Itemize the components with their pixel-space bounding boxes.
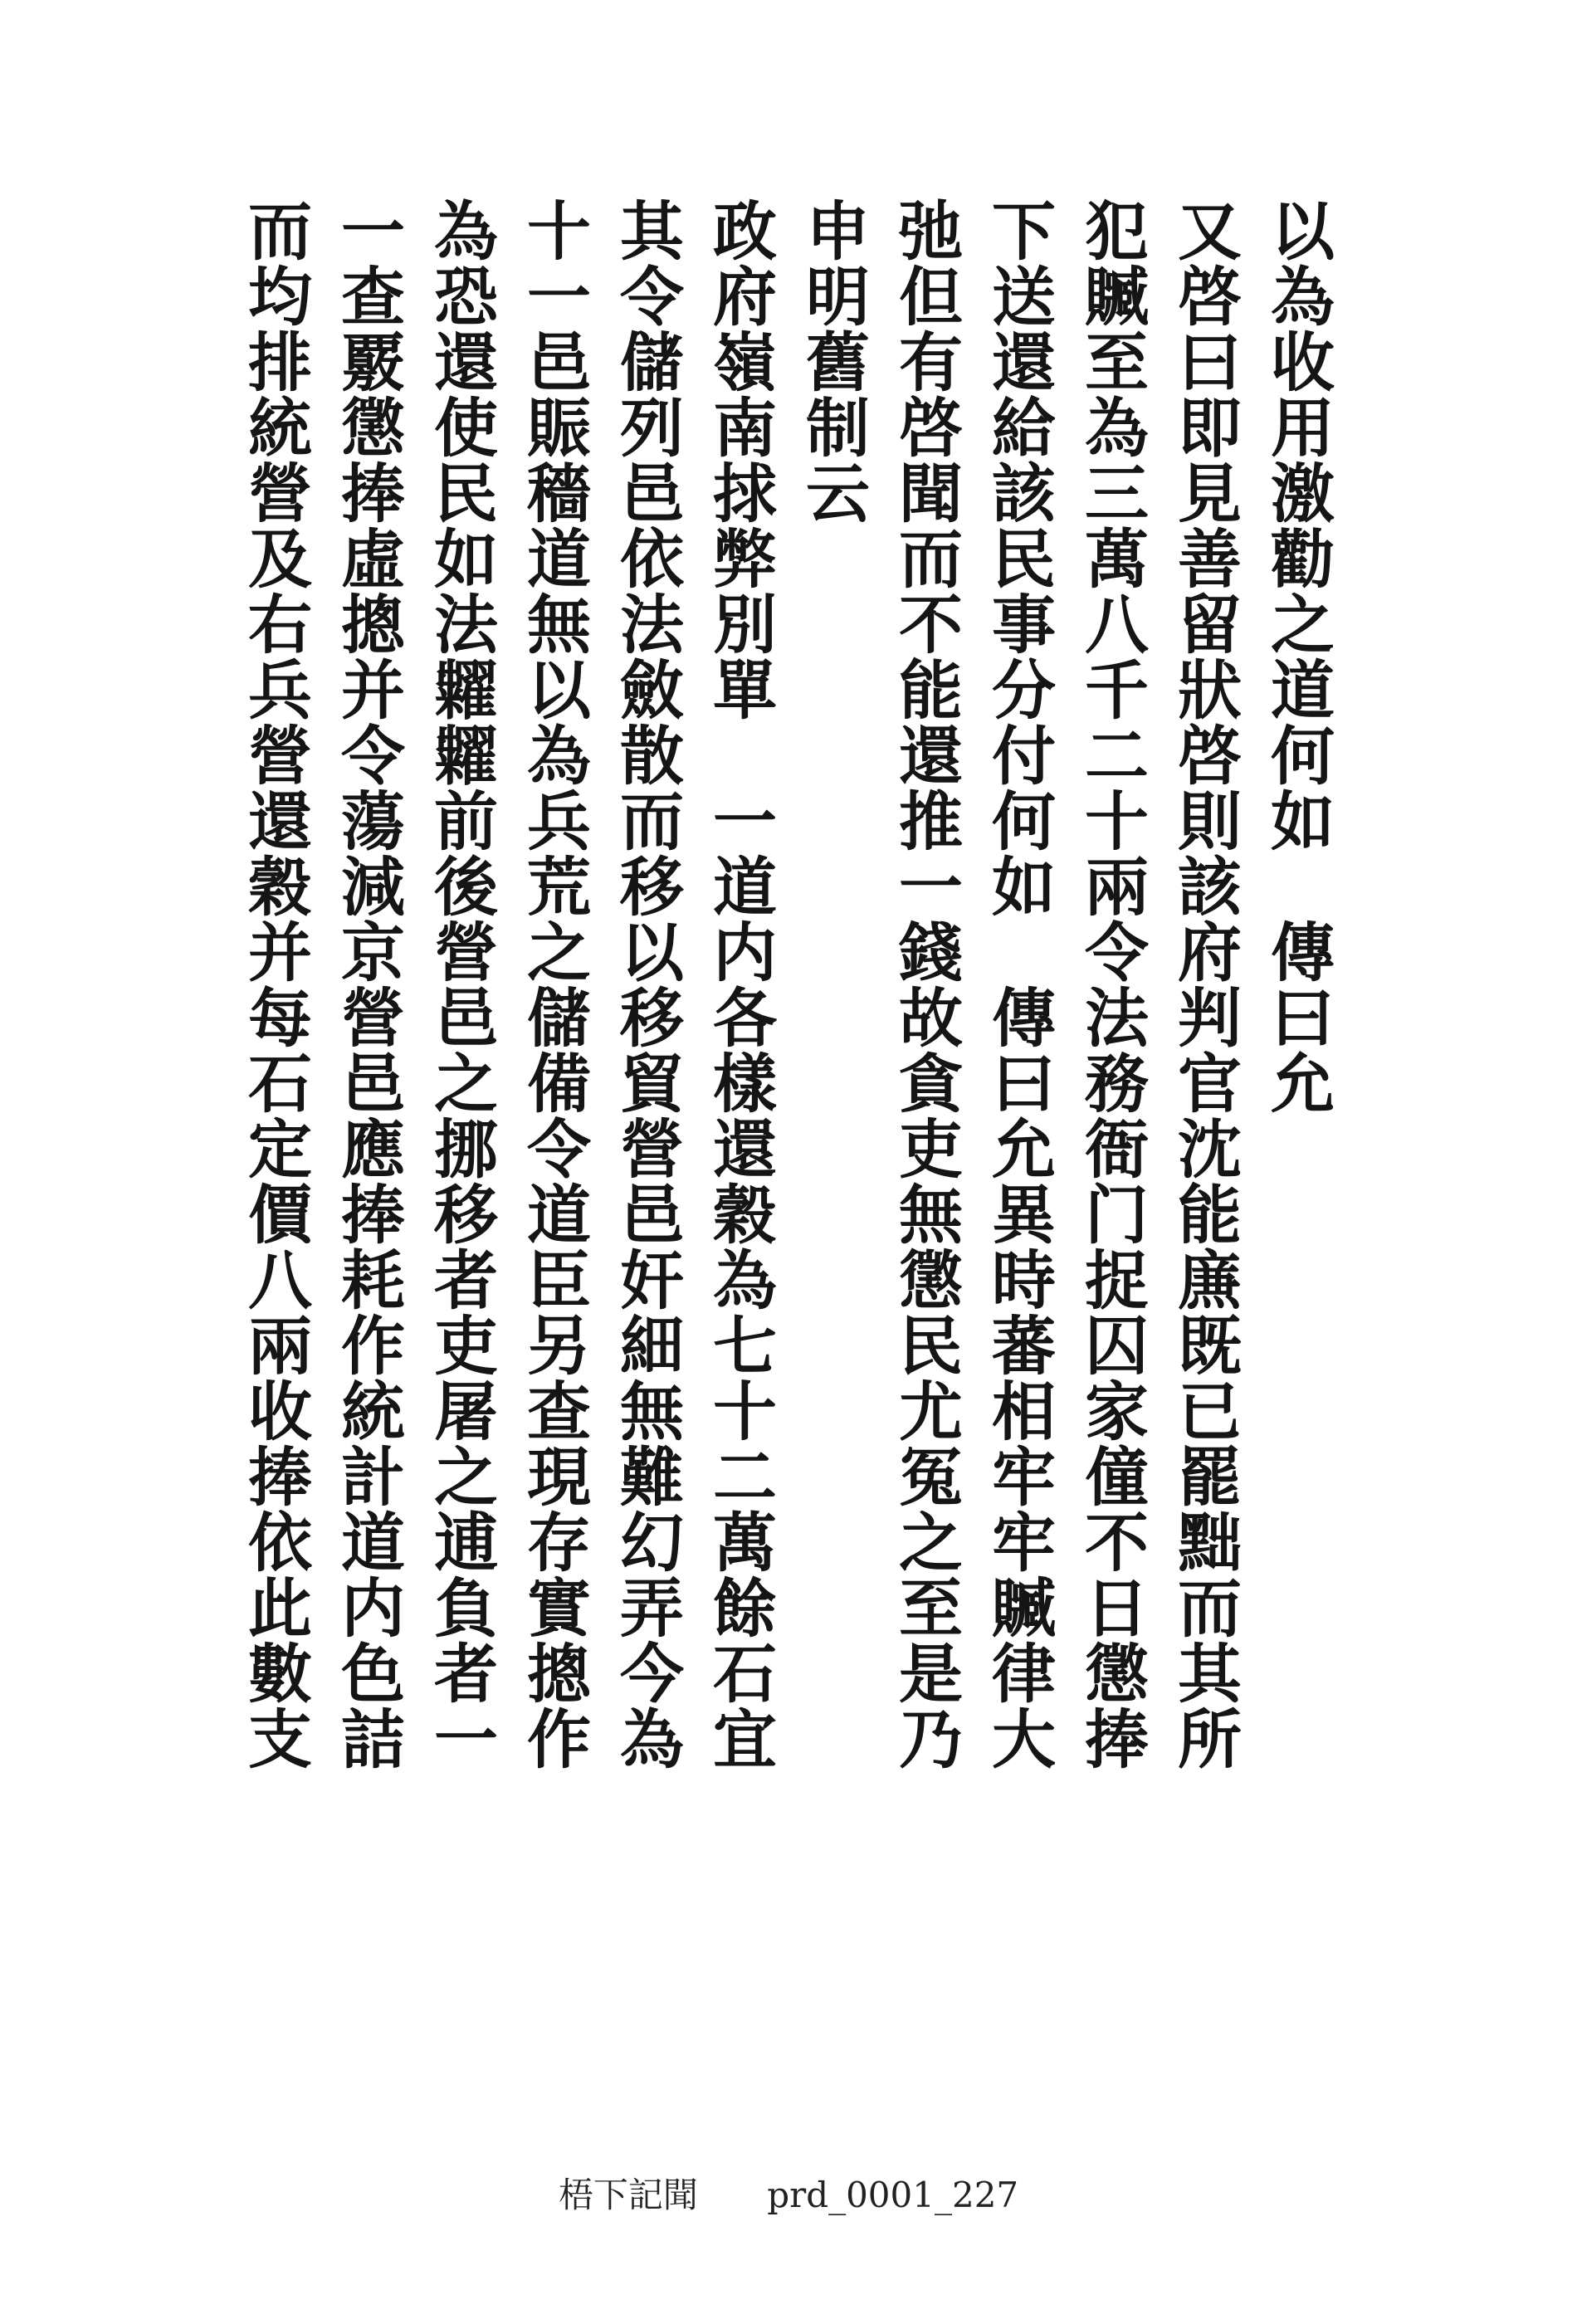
- text-column-5: 弛但有啓聞而不能還推一錢故貪吏無懲民尤冤之至是乃: [888, 198, 963, 1771]
- text-column-2: 又啓曰即見善留狀啓則該府判官沈能㢘既已罷黜而其所: [1167, 198, 1242, 1771]
- text-column-11: 一查覈懲捧虛摠并令蕩減京營邑應捧耗作統計道内色詰: [330, 198, 405, 1771]
- manuscript-text-block: [237, 198, 1343, 1791]
- text-column-12: 而均排統營及右兵營還穀并每石定價八兩收捧依此數支: [237, 198, 312, 1771]
- text-column-6: 申明舊制云: [795, 198, 870, 525]
- text-column-3: 犯贓至為三萬八千二十兩令法務衙门捉囚家僮不日懲捧: [1074, 198, 1149, 1771]
- page-footer: [0, 2168, 1577, 2218]
- text-column-7: 政府嶺南捄弊別單 一道内各樣還穀為七十二萬餘石宜: [702, 198, 777, 1771]
- page-id: prd_0001_227: [767, 2175, 1019, 2215]
- text-column-8: 其令儲列邑依法斂散而移以移貿營邑奸細無難幻弄今為: [609, 198, 684, 1771]
- book-title: 梧下記聞: [558, 2175, 698, 2215]
- text-column-10: 為恐還使民如法糶糶前後營邑之挪移者吏屠之逋負者一: [423, 198, 498, 1771]
- text-column-1: 以為收用激勸之道何如 傳曰允: [1260, 198, 1335, 1116]
- text-column-4: 下送還給該民事分付何如 傳曰允異時蕃相牢牢贓律大: [981, 198, 1056, 1771]
- text-column-9: 十一邑賑穡道無以為兵荒之儲備令道臣另查現存實摠作: [516, 198, 591, 1771]
